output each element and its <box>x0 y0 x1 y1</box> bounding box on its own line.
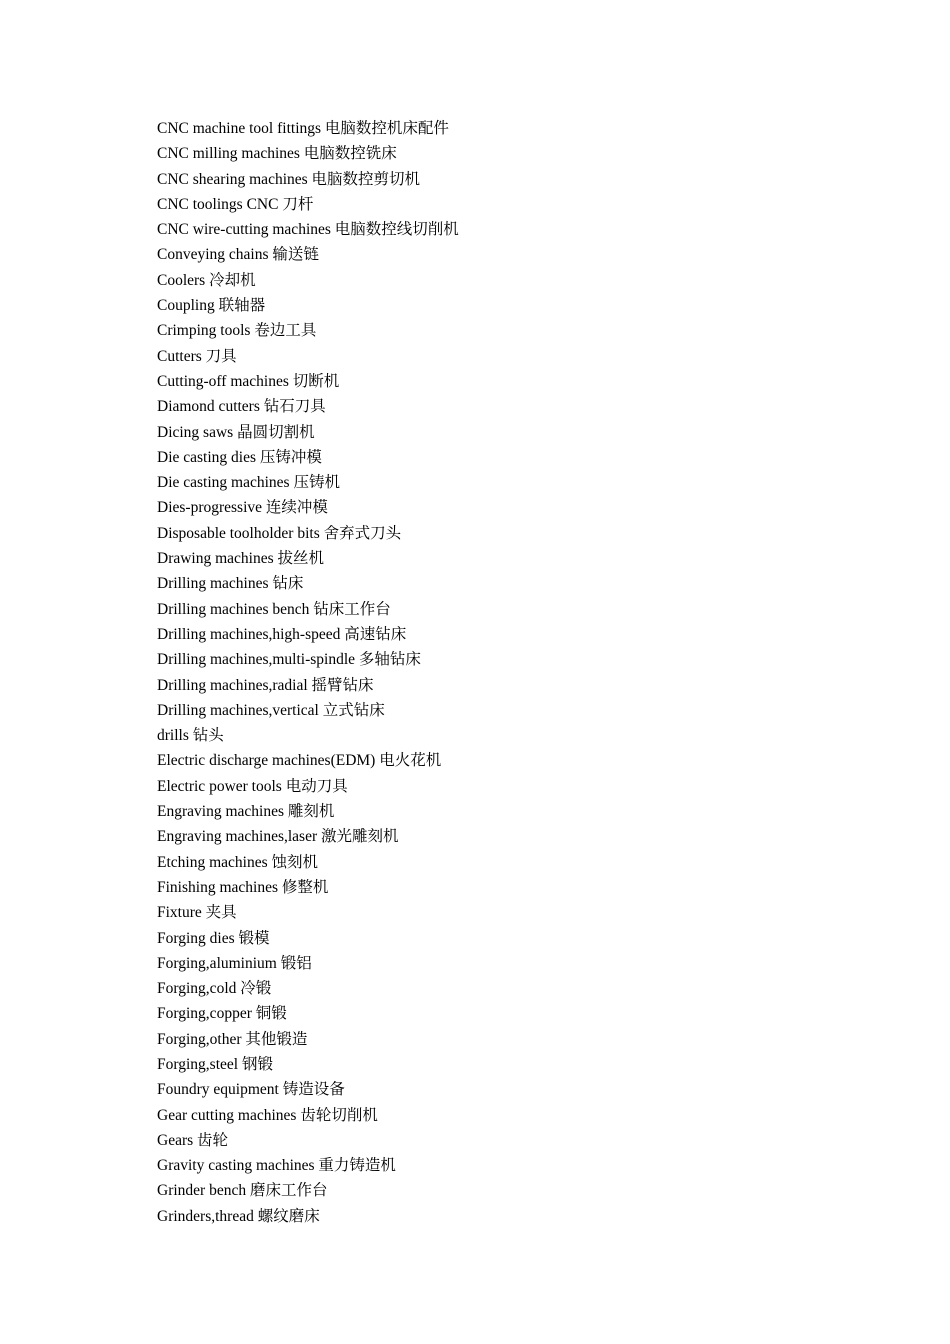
glossary-entry: Drilling machines,high-speed 高速钻床 <box>157 625 407 643</box>
glossary-entry: Drawing machines 拔丝机 <box>157 550 325 568</box>
glossary-entry: Electric discharge machines(EDM) 电火花机 <box>157 752 442 770</box>
glossary-entry: CNC milling machines 电脑数控铣床 <box>157 145 397 163</box>
glossary-entry: Cutting-off machines 切断机 <box>157 372 340 390</box>
glossary-entry: Dies-progressive 连续冲模 <box>157 499 328 517</box>
glossary-entry: CNC wire-cutting machines 电脑数控线切削机 <box>157 221 459 239</box>
glossary-entry: Drilling machines 钻床 <box>157 575 304 593</box>
glossary-list <box>157 116 459 1229</box>
glossary-entry: Drilling machines,multi-spindle 多轴钻床 <box>157 651 421 669</box>
glossary-entry: Grinders,thread 螺纹磨床 <box>157 1207 320 1225</box>
glossary-entry: Crimping tools 卷边工具 <box>157 322 317 340</box>
glossary-entry: Drilling machines,vertical 立式钻床 <box>157 701 385 719</box>
glossary-entry: Gears 齿轮 <box>157 1131 229 1149</box>
glossary-entry: Drilling machines,radial 摇臂钻床 <box>157 676 374 694</box>
glossary-entry: Gravity casting machines 重力铸造机 <box>157 1157 396 1175</box>
glossary-entry: Electric power tools 电动刀具 <box>157 777 348 795</box>
glossary-entry: Engraving machines 雕刻机 <box>157 803 335 821</box>
glossary-entry: CNC shearing machines 电脑数控剪切机 <box>157 170 421 188</box>
glossary-entry: Forging dies 锻模 <box>157 929 270 947</box>
glossary-entry: Drilling machines bench 钻床工作台 <box>157 600 391 618</box>
glossary-entry: Finishing machines 修整机 <box>157 878 329 896</box>
glossary-entry: Coupling 联轴器 <box>157 297 266 315</box>
glossary-entry: Die casting machines 压铸机 <box>157 474 340 492</box>
glossary-entry: Forging,copper 铜锻 <box>157 1005 287 1023</box>
glossary-entry: Forging,cold 冷锻 <box>157 980 272 998</box>
glossary-entry: Diamond cutters 钻石刀具 <box>157 398 326 416</box>
glossary-entry: Gear cutting machines 齿轮切削机 <box>157 1106 378 1124</box>
glossary-entry: CNC machine tool fittings 电脑数控机床配件 <box>157 120 449 137</box>
glossary-entry: Cutters 刀具 <box>157 347 237 365</box>
glossary-entry: Conveying chains 输送链 <box>157 246 319 264</box>
glossary-entry: Forging,other 其他锻造 <box>157 1030 308 1048</box>
glossary-entry: Coolers 冷却机 <box>157 271 256 289</box>
glossary-entry: Fixture 夹具 <box>157 904 237 922</box>
glossary-entry: CNC toolings CNC 刀杆 <box>157 195 314 213</box>
glossary-entry: drills 钻头 <box>157 727 224 745</box>
glossary-entry: Foundry equipment 铸造设备 <box>157 1081 345 1099</box>
glossary-entry: Engraving machines,laser 激光雕刻机 <box>157 828 399 846</box>
glossary-entry: Etching machines 蚀刻机 <box>157 853 318 871</box>
glossary-entry: Forging,steel 钢锻 <box>157 1055 273 1073</box>
glossary-entry: Dicing saws 晶圆切割机 <box>157 423 315 441</box>
glossary-entry: Forging,aluminium 锻铝 <box>157 954 312 972</box>
glossary-entry: Grinder bench 磨床工作台 <box>157 1182 328 1200</box>
glossary-entry: Disposable toolholder bits 舍弃式刀头 <box>157 524 402 542</box>
glossary-entry: Die casting dies 压铸冲模 <box>157 448 322 466</box>
